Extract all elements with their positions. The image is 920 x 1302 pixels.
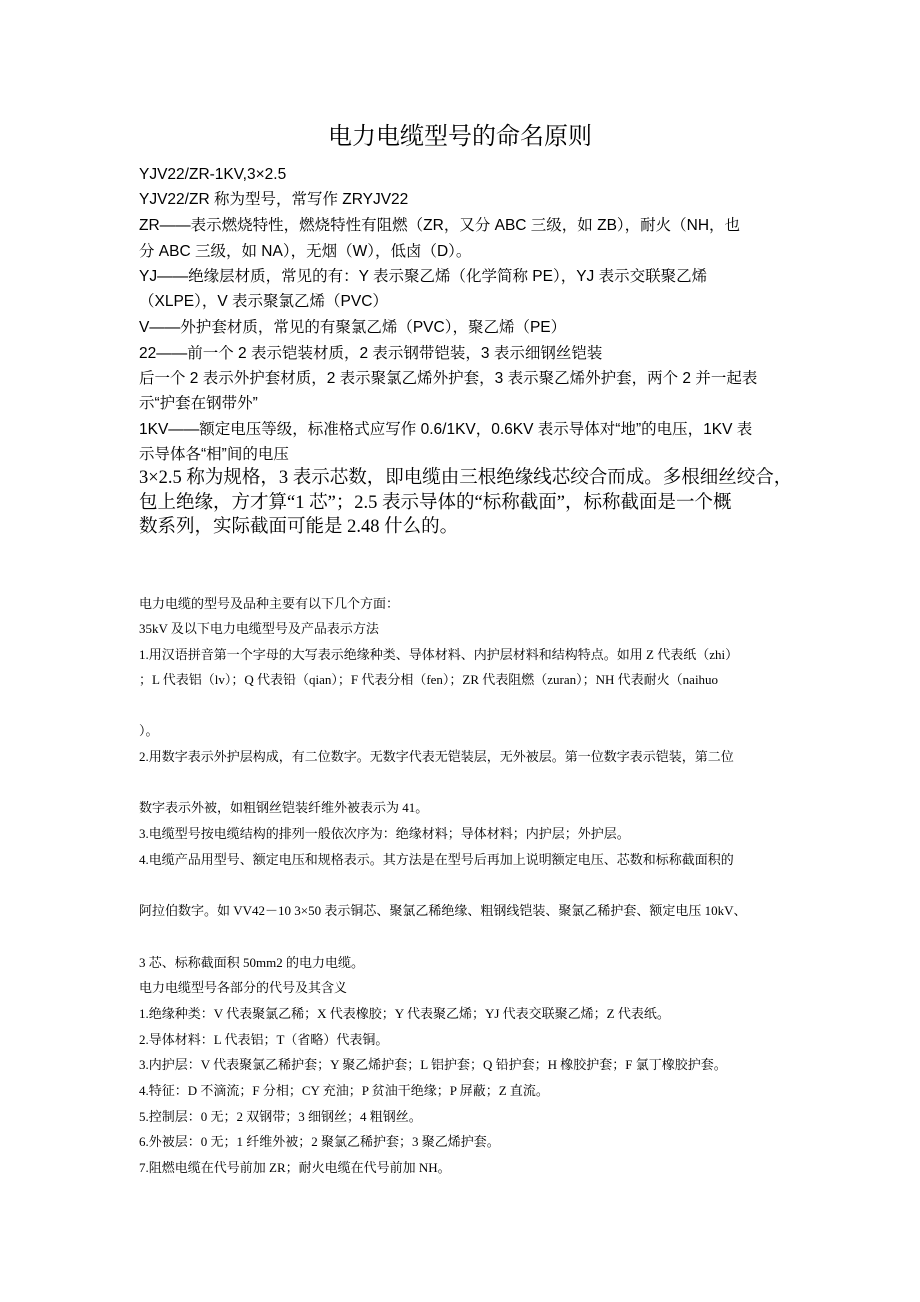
text-line: 示导体各“相”间的电压 [139,446,289,463]
text-line: YJV22/ZR 称为型号，常写作 ZRYJV22 [139,191,409,208]
text-line: 1.用汉语拼音第一个字母的大写表示绝缘种类、导体材料、内护层材料和结构特点。如用 Z 代表纸（zhi） [139,647,739,662]
text-line: （XLPE），V 表示聚氯乙烯（PVC） [139,293,388,310]
text-line: 3 芯、标称截面积 50mm2 的电力电缆。 [139,955,364,970]
text-line: 分 ABC 三级，如 NA），无烟（W），低卤（D）。 [139,243,472,260]
text-line: 3×2.5 称为规格，3 表示芯数，即电缆由三根绝缘线芯绞合而成。多根细丝绞合， [139,468,793,488]
text-line: 1KV——额定电压等级，标准格式应写作 0.6/1KV，0.6KV 表示导体对“地”的电压，1KV 表 [139,421,753,438]
text-line: 4.特征：D 不滴流；F 分相；CY 充油；P 贫油干绝缘；P 屏蔽；Z 直流。 [139,1083,549,1098]
text-line: YJ——绝缘层材质，常见的有：Y 表示聚乙烯（化学简称 PE），YJ 表示交联聚乙烯 [139,268,708,285]
document-title: 电力电缆型号的命名原则 [328,122,592,150]
text-line: 22——前一个 2 表示铠装材质，2 表示钢带铠装，3 表示细钢丝铠装 [139,345,603,362]
text-line: 1.绝缘种类：V 代表聚氯乙稀；X 代表橡胶；Y 代表聚乙烯；YJ 代表交联聚乙烯；Z 代表纸。 [139,1006,670,1021]
text-line: 4.电缆产品用型号、额定电压和规格表示。其方法是在型号后再加上说明额定电压、芯数和标称截面积的 [139,852,734,867]
text-line: 数字表示外被，如粗钢丝铠装纤维外被表示为 41。 [139,800,429,815]
text-line: 35kV 及以下电力电缆型号及产品表示方法 [139,621,379,636]
text-line: 5.控制层：0 无；2 双钢带；3 细钢丝；4 粗钢丝。 [139,1109,422,1124]
text-line: 电力电缆的型号及品种主要有以下几个方面： [139,596,400,611]
text-line: 包上绝缘，方才算“1 芯”；2.5 表示导体的“标称截面”，标称截面是一个概 [139,493,732,513]
text-line: 7.阻燃电缆在代号前加 ZR；耐火电缆在代号前加 NH。 [139,1160,451,1175]
text-line: 后一个 2 表示外护套材质，2 表示聚氯乙烯外护套，3 表示聚乙烯外护套，两个 2 并一起表 [139,370,758,387]
text-line: 阿拉伯数字。如 VV42－10 3×50 表示铜芯、聚氯乙稀绝缘、粗钢线铠装、聚氯乙稀护套、额定电压 10kV、 [139,903,747,918]
text-line: ZR——表示燃烧特性，燃烧特性有阻燃（ZR，又分 ABC 三级，如 ZB），耐火（NH，也 [139,217,741,234]
text-line: 2.导体材料：L 代表铝；T（省略）代表铜。 [139,1032,389,1047]
text-line: 示“护套在钢带外” [139,395,258,412]
text-line: 数系列，实际截面可能是 2.48 什么的。 [139,517,459,537]
text-line: ；L 代表铝（lv）；Q 代表铅（qian）；F 代表分相（fen）；ZR 代表阻燃（zuran）；NH 代表耐火（naihuo [139,672,719,687]
text-line: 6.外被层：0 无；1 纤维外被；2 聚氯乙稀护套；3 聚乙烯护套。 [139,1134,500,1149]
text-line: ）。 [139,723,159,738]
text-line: 3.电缆型号按电缆结构的排列一般依次序为：绝缘材料；导体材料；内护层；外护层。 [139,826,630,841]
text-line: YJV22/ZR-1KV,3×2.5 [139,166,287,183]
text-line: 3.内护层：V 代表聚氯乙稀护套；Y 聚乙烯护套；L 铝护套；Q 铅护套；H 橡胶护套；F 氯丁橡胶护套。 [139,1057,727,1072]
text-line: V——外护套材质，常见的有聚氯乙烯（PVC），聚乙烯（PE） [139,319,567,336]
text-line: 2.用数字表示外护层构成，有二位数字。无数字代表无铠装层，无外被层。第一位数字表示铠装，第二位 [139,749,734,764]
text-line: 电力电缆型号各部分的代号及其含义 [139,980,348,995]
